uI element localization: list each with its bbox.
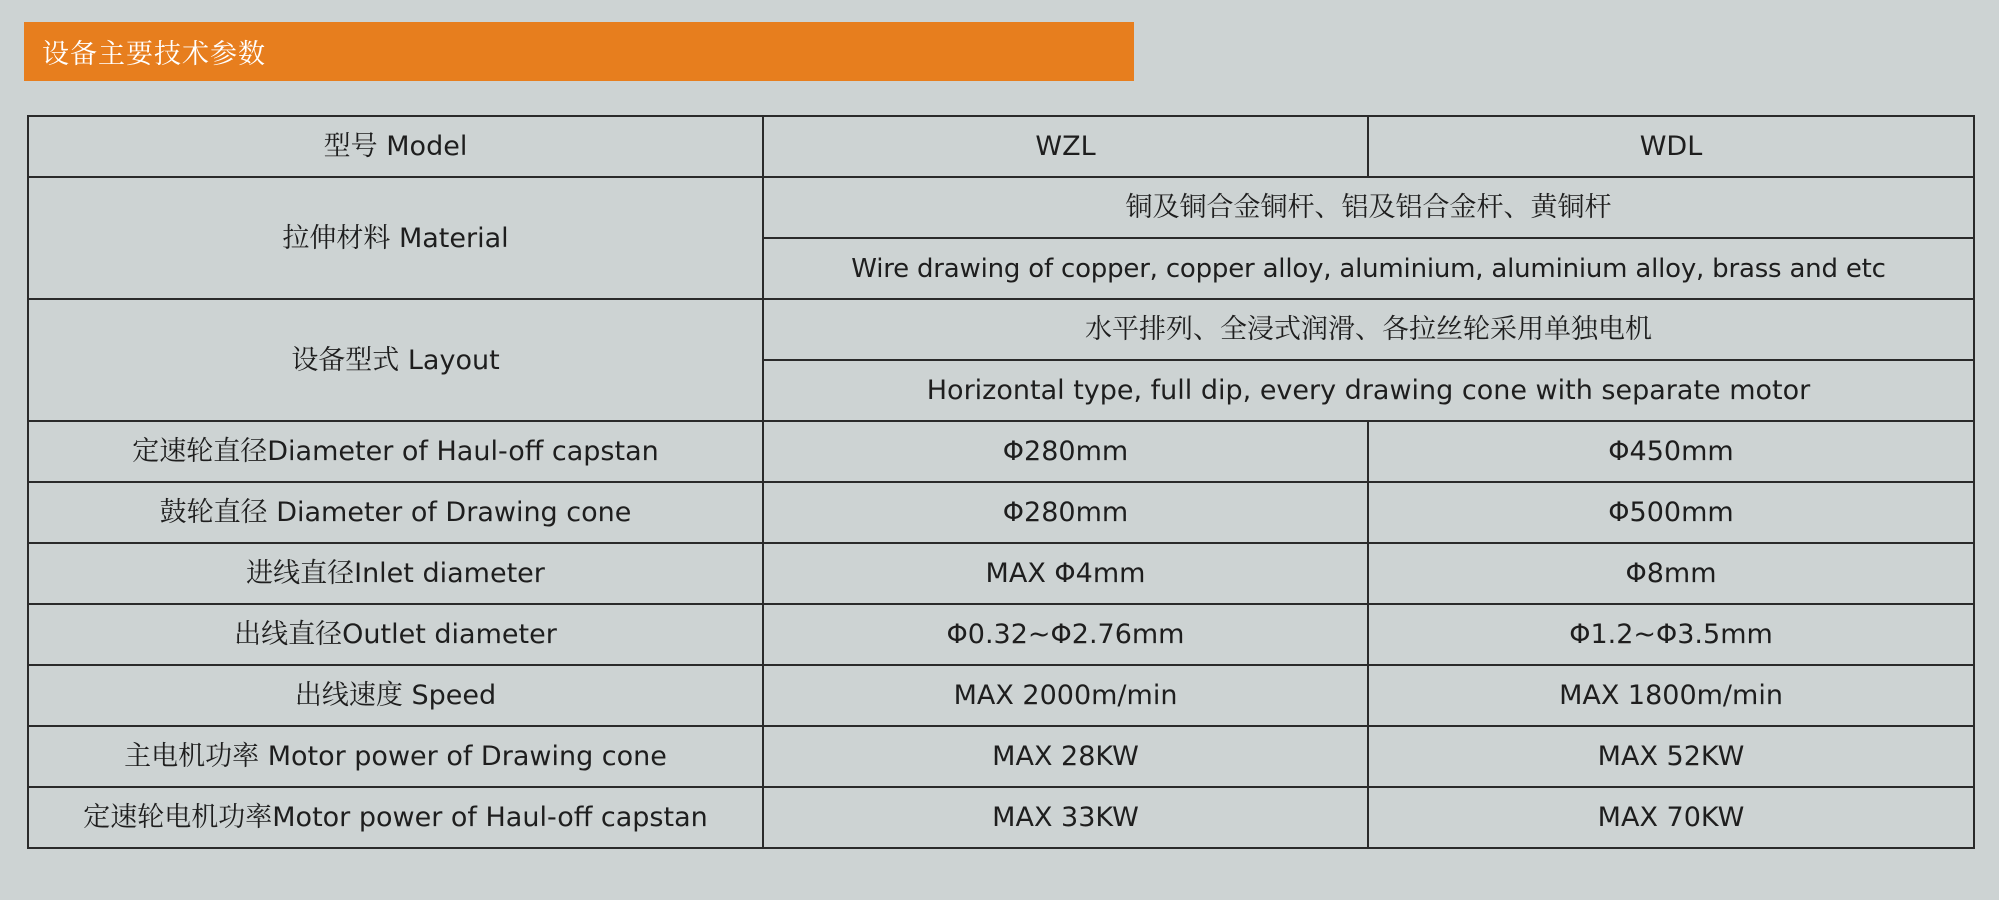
wdl-value: Φ8mm — [1368, 543, 1974, 604]
wzl-value: MAX 2000m/min — [763, 665, 1368, 726]
section-title: 设备主要技术参数 — [42, 39, 266, 70]
table-row — [28, 787, 1974, 848]
row-label: 出线速度 Speed — [28, 665, 763, 726]
wzl-value: Φ0.32~Φ2.76mm — [763, 604, 1368, 665]
section-title-banner — [24, 22, 1134, 81]
wzl-value: MAX 33KW — [763, 787, 1368, 848]
wdl-value: Φ450mm — [1368, 421, 1974, 482]
spec-table — [27, 115, 1975, 849]
wdl-value: MAX 52KW — [1368, 726, 1974, 787]
layout-en: Horizontal type, full dip, every drawing cone with separate motor — [763, 360, 1974, 421]
wdl-value: MAX 70KW — [1368, 787, 1974, 848]
table-row — [28, 543, 1974, 604]
row-label: 出线直径Outlet diameter — [28, 604, 763, 665]
wzl-value: MAX Φ4mm — [763, 543, 1368, 604]
wzl-value: Φ280mm — [763, 421, 1368, 482]
row-label: 进线直径Inlet diameter — [28, 543, 763, 604]
material-cn: 铜及铜合金铜杆、铝及铝合金杆、黄铜杆 — [763, 177, 1974, 238]
wdl-value: Φ1.2~Φ3.5mm — [1368, 604, 1974, 665]
material-label: 拉伸材料 Material — [28, 177, 763, 299]
table-row-model — [28, 116, 1974, 177]
table-row — [28, 604, 1974, 665]
model-label: 型号 Model — [28, 116, 763, 177]
table-row — [28, 726, 1974, 787]
table-row — [28, 482, 1974, 543]
row-label: 鼓轮直径 Diameter of Drawing cone — [28, 482, 763, 543]
model-wzl: WZL — [763, 116, 1368, 177]
material-en: Wire drawing of copper, copper alloy, aluminium, aluminium alloy, brass and etc — [763, 238, 1974, 299]
wzl-value: Φ280mm — [763, 482, 1368, 543]
table-row — [28, 665, 1974, 726]
model-wdl: WDL — [1368, 116, 1974, 177]
row-label: 主电机功率 Motor power of Drawing cone — [28, 726, 763, 787]
row-label: 定速轮直径Diameter of Haul-off capstan — [28, 421, 763, 482]
table-row — [28, 421, 1974, 482]
wdl-value: Φ500mm — [1368, 482, 1974, 543]
layout-label: 设备型式 Layout — [28, 299, 763, 421]
row-label: 定速轮电机功率Motor power of Haul-off capstan — [28, 787, 763, 848]
table-row-layout — [28, 299, 1974, 360]
table-row-material — [28, 177, 1974, 238]
wdl-value: MAX 1800m/min — [1368, 665, 1974, 726]
layout-cn: 水平排列、全浸式润滑、各拉丝轮采用单独电机 — [763, 299, 1974, 360]
wzl-value: MAX 28KW — [763, 726, 1368, 787]
